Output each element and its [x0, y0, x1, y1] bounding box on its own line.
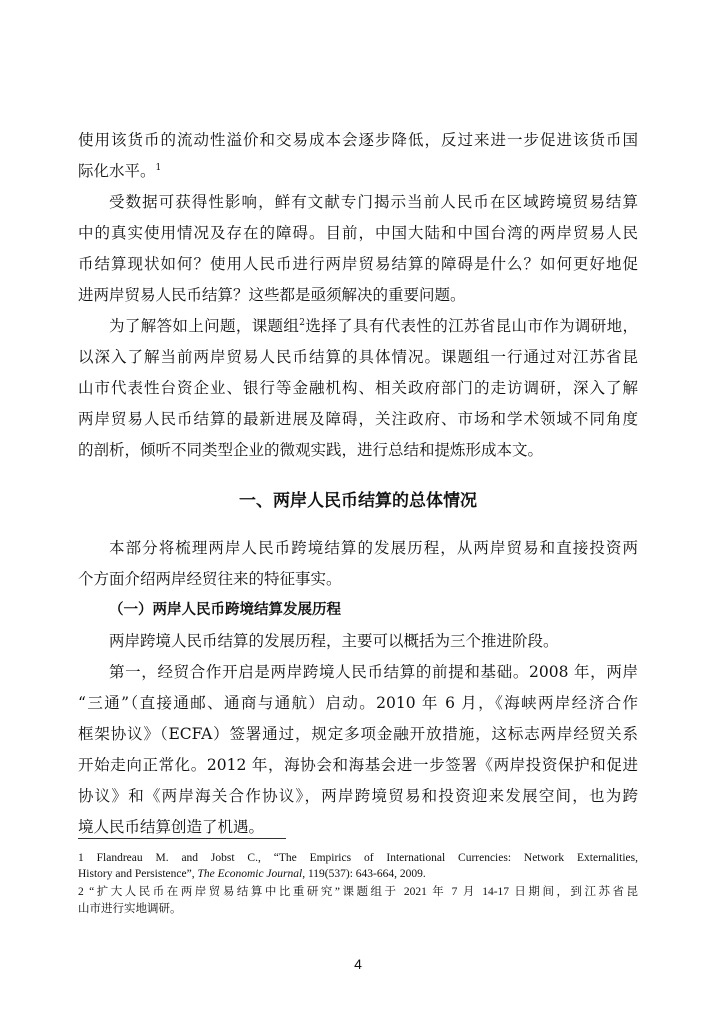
paragraph-line: 受数据可获得性影响，鲜有文献专门揭示当前人民币在区域跨境贸易结算 [109, 193, 638, 211]
footnote-ref[interactable]: 2 [299, 317, 306, 328]
paragraph-line: 第一，经贸合作开启是两岸跨境人民币结算的前提和基础。2008 年，两岸 [109, 663, 638, 681]
paragraph-line: 框架协议》（ECFA）签署通过，规定多项金融开放措施，这标志两岸经贸关系 [78, 725, 638, 743]
paragraph-line: 两岸贸易人民币结算的最新进展及障碍，关注政府、市场和学术领域不同角度 [78, 410, 638, 428]
footnote-text: History and Persistence”, [78, 868, 198, 880]
paragraph-line [78, 161, 161, 181]
paragraph-line: 币结算现状如何？使用人民币进行两岸贸易结算的障碍是什么？如何更好地促 [78, 255, 638, 273]
section-heading: 一、两岸人民币结算的总体情况 [239, 491, 477, 511]
journal-title: The Economic Journal [197, 868, 303, 880]
footnote-1-line [78, 866, 638, 883]
paragraph-line: 山市代表性台资企业、银行等金融机构、相关政府部门的走访调研，深入了解 [78, 379, 638, 397]
paragraph-line: 进两岸贸易人民币结算？这些都是亟须解决的重要问题。 [78, 286, 466, 304]
paragraph-line: 以深入了解当前两岸贸易人民币结算的具体情况。课题组一行通过对江苏省昆 [78, 348, 638, 366]
paragraph-text: 选择了具有代表性的江苏省昆山市作为调研地， [305, 317, 638, 335]
footnote-ref[interactable]: 1 [155, 162, 162, 173]
paragraph-line: 中的真实使用情况及存在的障碍。目前，中国大陆和中国台湾的两岸贸易人民 [78, 224, 638, 242]
paragraph-text: 为了解答如上问题，课题组 [109, 317, 300, 335]
paragraph-line: 境人民币结算创造了机遇。 [78, 818, 265, 836]
paragraph-line: 两岸跨境人民币结算的发展历程，主要可以概括为三个推进阶段。 [109, 632, 559, 650]
footnote-separator [78, 838, 286, 839]
paragraph-line: 使用该货币的流动性溢价和交易成本会逐步降低，反过来进一步促进该货币国 [78, 131, 638, 149]
footnote-2-line: 2 “扩大人民币在两岸贸易结算中比重研究”课题组于 2021 年 7 月 14-17 日期间，到江苏省昆 [78, 886, 638, 898]
footnote-text: , 119(537): 643-664, 2009. [302, 868, 426, 880]
footnote-1-line: 1 Flandreau M. and Jobst C., “The Empirics of International Currencies: Network Externalities, [78, 852, 638, 864]
paragraph-line: 协议》和《两岸海关合作协议》，两岸跨境贸易和投资迎来发展空间，也为跨 [78, 787, 638, 805]
paragraph-line: 本部分将梳理两岸人民币跨境结算的发展历程，从两岸贸易和直接投资两 [109, 539, 638, 557]
paragraph-line: 开始走向正常化。2012 年，海协会和海基会进一步签署《两岸投资保护和促进 [78, 756, 638, 774]
paragraph-line: 个方面介绍两岸经贸往来的特征事实。 [78, 570, 342, 588]
paragraph-line: 的剖析，倾听不同类型企业的微观实践，进行总结和提炼形成本文。 [78, 441, 544, 459]
paragraph-text: 际化水平。 [78, 162, 156, 180]
paragraph-line [109, 316, 638, 336]
page-number: 4 [354, 956, 362, 972]
paragraph-line: “三通”（直接通邮、通商与通航）启动。2010 年 6 月，《海峡两岸经济合作 [78, 694, 638, 712]
subsection-heading: （一）两岸人民币跨境结算发展历程 [109, 602, 341, 618]
footnote-2-line: 山市进行实地调研。 [78, 903, 182, 915]
